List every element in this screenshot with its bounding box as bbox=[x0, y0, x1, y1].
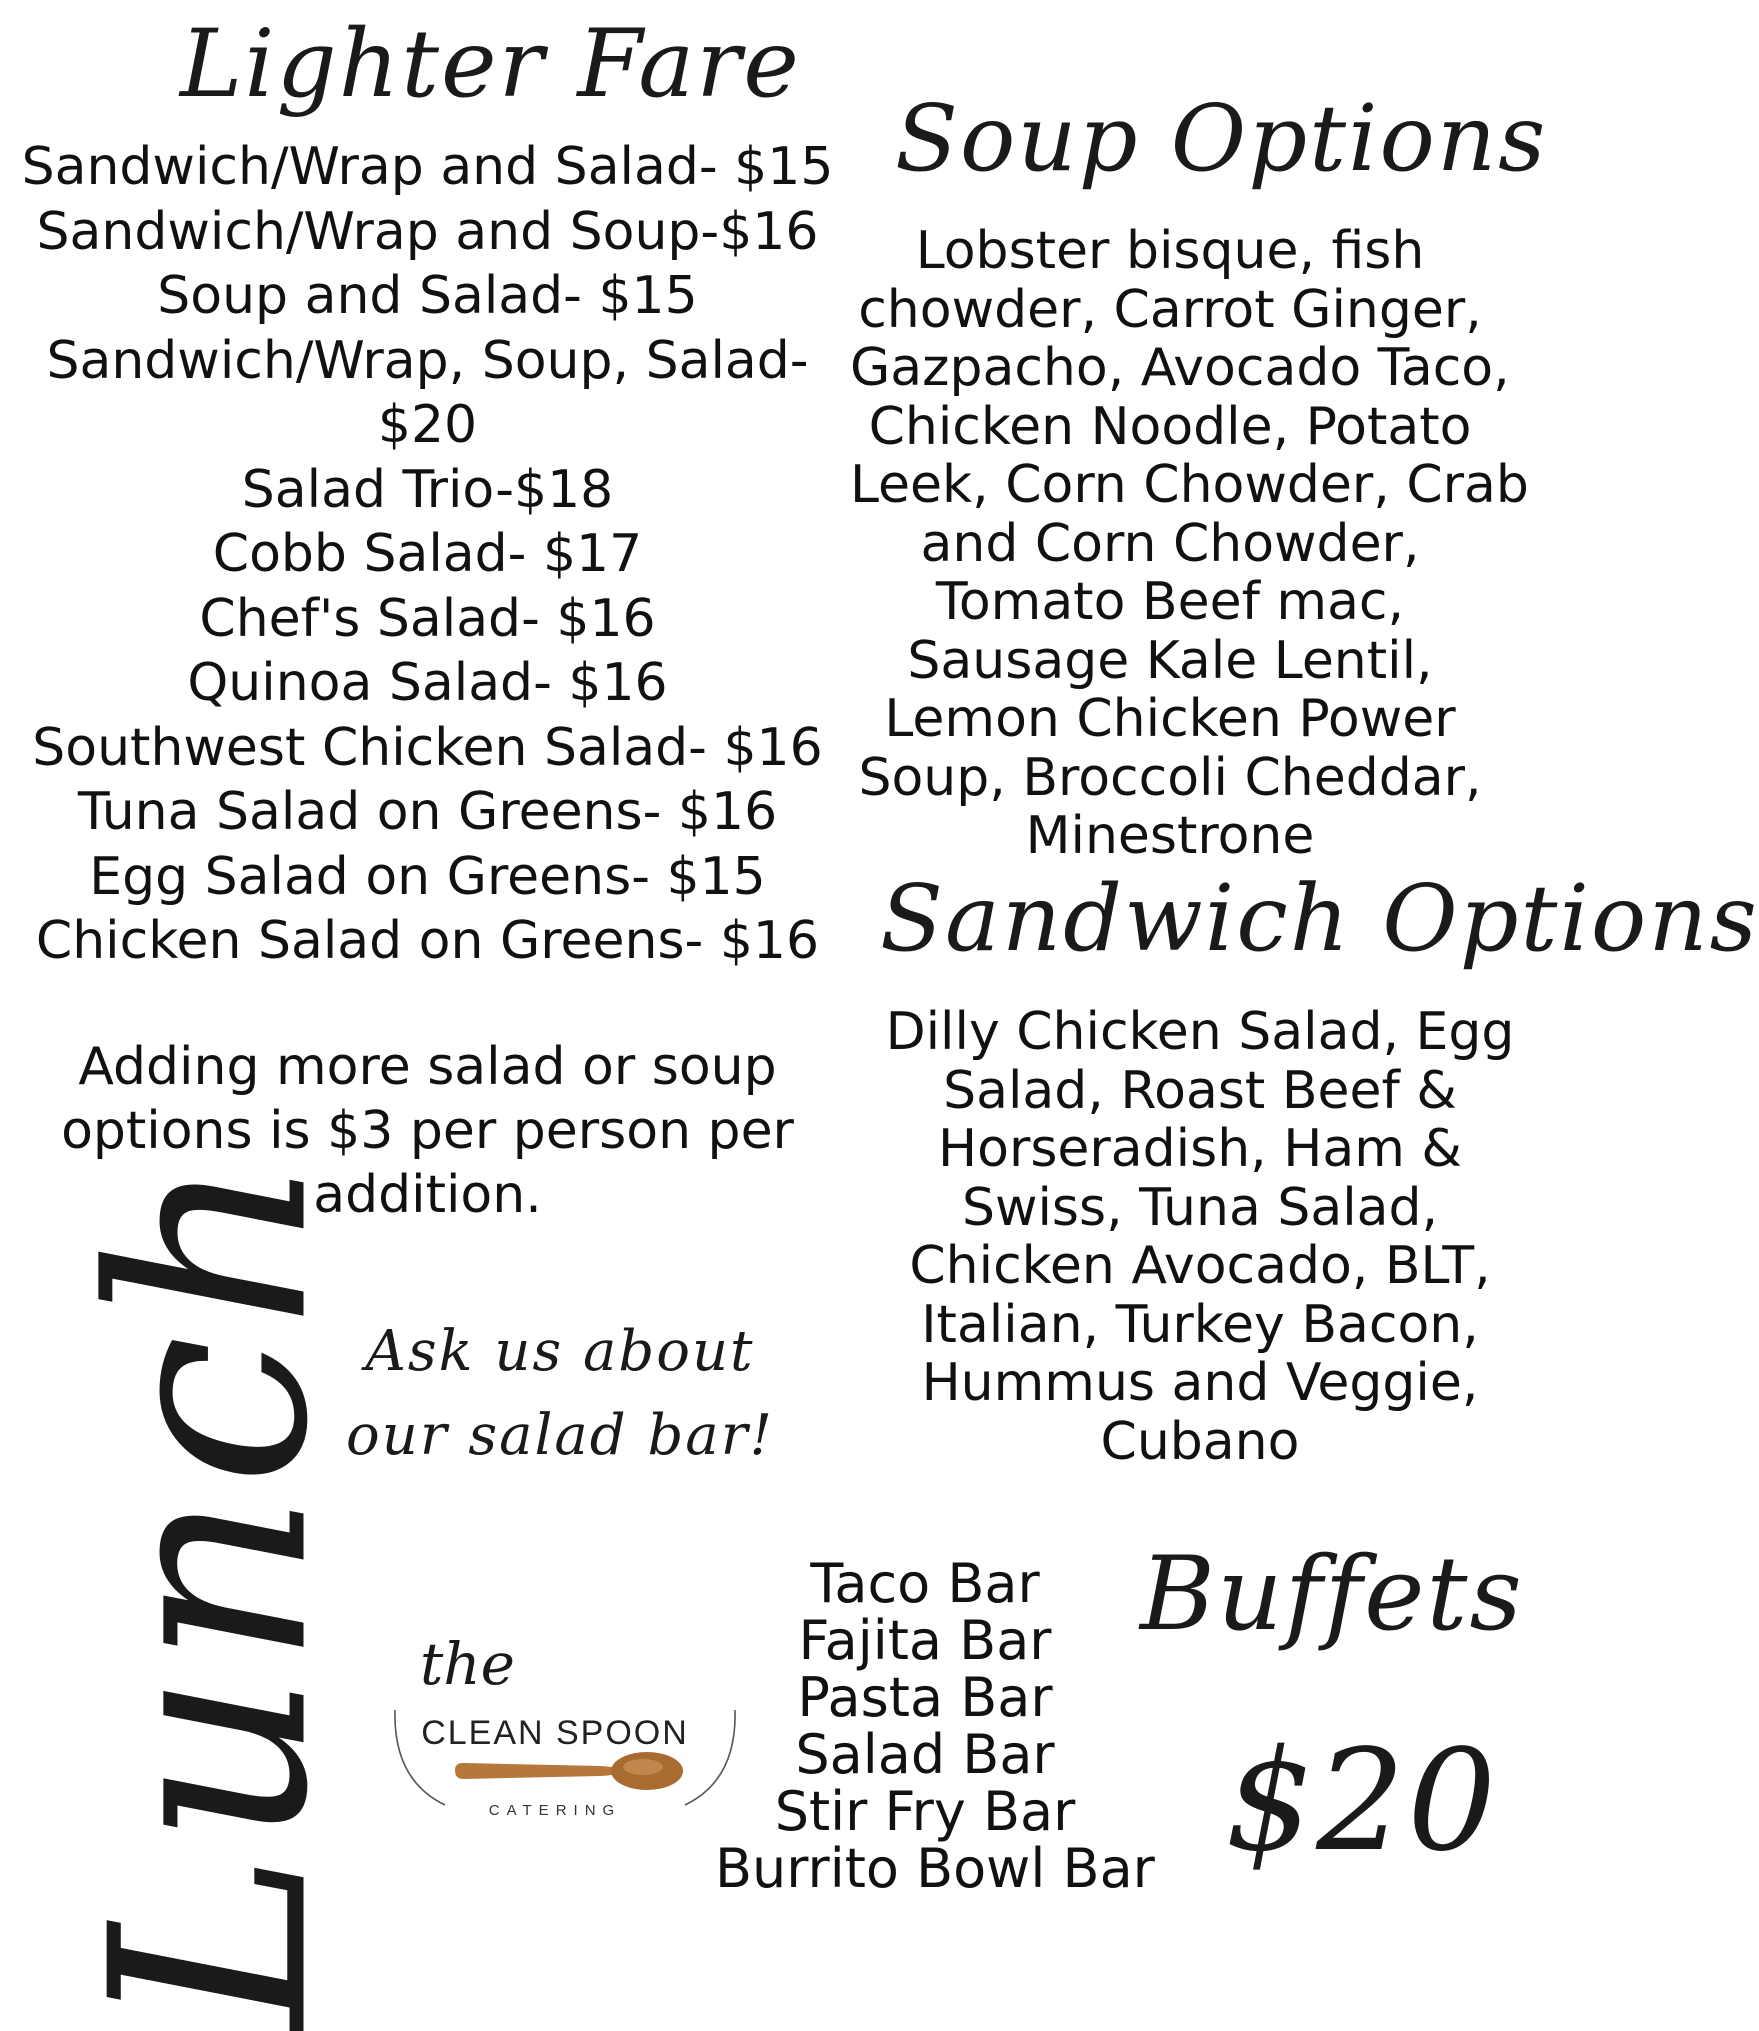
salad-bar-callout bbox=[340, 1310, 780, 1478]
soup-line: and Corn Chowder, bbox=[920, 513, 1420, 574]
soup-line: Leek, Corn Chowder, Crab bbox=[850, 455, 1529, 515]
sandwich-line: Dilly Chicken Salad, Egg bbox=[885, 1002, 1515, 1062]
soup-line: Lobster bisque, fish bbox=[915, 221, 1425, 281]
sandwich-options-list bbox=[880, 1003, 1520, 1471]
soup-line: Minestrone bbox=[1025, 806, 1315, 866]
menu-item: Salad Trio-$18 bbox=[241, 459, 614, 520]
buffets-price: $20 bbox=[1225, 1720, 1499, 1883]
menu-item: Southwest Chicken Salad- $16 bbox=[32, 717, 823, 778]
lunch-vertical-title: Lunch bbox=[52, 1148, 368, 2031]
sandwich-line: Swiss, Tuna Salad, bbox=[961, 1177, 1439, 1238]
soup-line: chowder, Carrot Ginger, bbox=[858, 279, 1482, 340]
menu-item: Tuna Salad on Greens- $16 bbox=[77, 782, 778, 842]
sandwich-line: Hummus and Veggie, bbox=[921, 1353, 1479, 1413]
buffet-item: Fajita Bar bbox=[798, 1609, 1052, 1672]
soup-line: Chicken Noodle, Potato bbox=[868, 396, 1472, 457]
sandwich-line: Horseradish, Ham & bbox=[938, 1119, 1462, 1179]
note-line: Adding more salad or soup bbox=[78, 1037, 777, 1097]
soup-options-list bbox=[850, 221, 1529, 866]
soup-line: Soup, Broccoli Cheddar, bbox=[858, 747, 1482, 808]
lighter-fare-title: Lighter Fare bbox=[180, 10, 801, 119]
buffet-item: Stir Fry Bar bbox=[774, 1780, 1076, 1843]
logo-script-the: the bbox=[420, 1630, 515, 1698]
callout-line: Ask us about bbox=[365, 1319, 755, 1384]
soup-line: Lemon Chicken Power bbox=[884, 689, 1456, 749]
menu-item: Cobb Salad- $17 bbox=[212, 524, 643, 584]
menu-item: Sandwich/Wrap, Soup, Salad- bbox=[46, 330, 809, 391]
soup-line: Tomato Beef mac, bbox=[935, 572, 1405, 632]
menu-item: Egg Salad on Greens- $15 bbox=[89, 846, 766, 907]
sandwich-line: Italian, Turkey Bacon, bbox=[921, 1294, 1479, 1355]
menu-item: Soup and Salad- $15 bbox=[157, 266, 698, 326]
callout-line: our salad bar! bbox=[346, 1403, 774, 1468]
buffets-title: Buffets bbox=[1140, 1535, 1524, 1654]
buffet-item: Salad Bar bbox=[795, 1723, 1055, 1786]
soup-line: Sausage Kale Lentil, bbox=[907, 630, 1433, 691]
menu-item: Chicken Salad on Greens- $16 bbox=[35, 911, 820, 971]
menu-item: Quinoa Salad- $16 bbox=[187, 653, 668, 713]
soup-line: Gazpacho, Avocado Taco, bbox=[850, 338, 1510, 398]
menu-item: $20 bbox=[377, 395, 478, 455]
logo-name: CLEAN SPOON bbox=[421, 1714, 689, 1752]
clean-spoon-logo bbox=[385, 1630, 745, 1840]
note-line: addition. bbox=[313, 1165, 542, 1225]
buffet-item: Taco Bar bbox=[810, 1552, 1040, 1615]
sandwich-line: Salad, Roast Beef & bbox=[943, 1060, 1457, 1121]
buffet-item: Pasta Bar bbox=[797, 1666, 1053, 1729]
menu-item: Sandwich/Wrap and Salad- $15 bbox=[21, 137, 834, 197]
menu-item: Chef's Salad- $16 bbox=[199, 588, 656, 649]
buffet-item: Burrito Bowl Bar bbox=[715, 1837, 1155, 1900]
buffets-list bbox=[715, 1552, 1155, 1900]
soup-options-title: Soup Options bbox=[895, 85, 1548, 192]
menu-item: Sandwich/Wrap and Soup-$16 bbox=[36, 201, 819, 262]
lighter-fare-list bbox=[20, 135, 835, 974]
note-line: options is $3 per person per bbox=[61, 1101, 794, 1161]
sandwich-line: Cubano bbox=[1100, 1411, 1300, 1472]
sandwich-line: Chicken Avocado, BLT, bbox=[909, 1236, 1491, 1296]
sandwich-options-title: Sandwich Options bbox=[880, 865, 1759, 972]
spoon-icon bbox=[455, 1752, 683, 1790]
logo-subtitle: CATERING bbox=[488, 1802, 622, 1819]
